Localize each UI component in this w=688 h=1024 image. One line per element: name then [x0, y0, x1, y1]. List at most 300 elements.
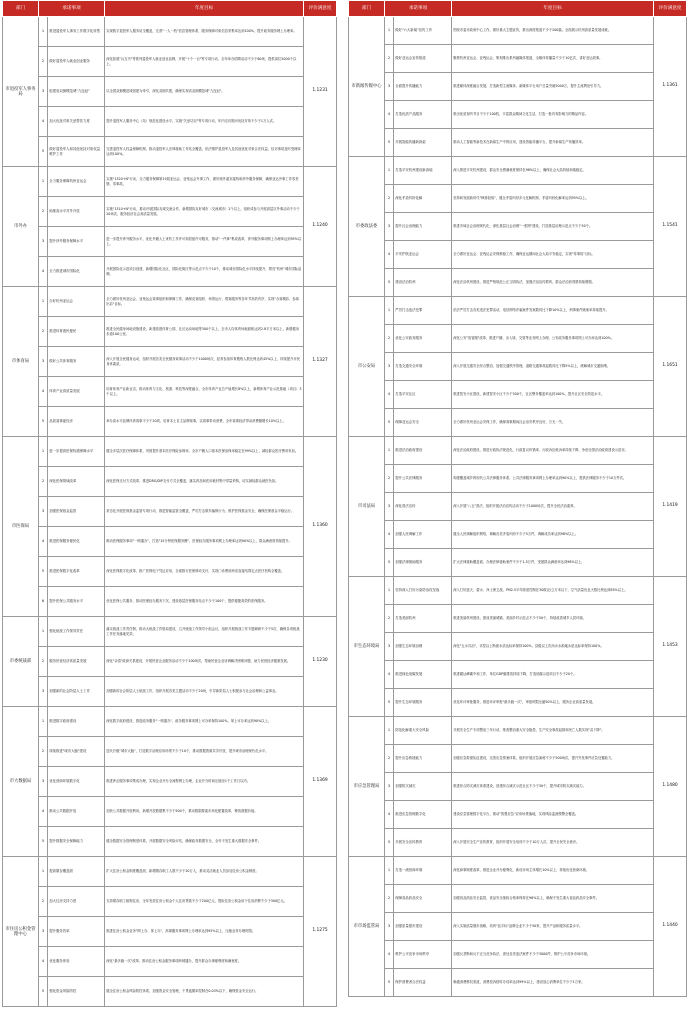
item-number: 5 [385, 549, 394, 577]
table-row [349, 577, 687, 605]
commitment-name: 打造平安杭州建设新高地 [394, 157, 452, 185]
department-cell: 市大数据局 [3, 707, 39, 857]
annual-goal: 坚持和发展新时代"枫桥经验"，健全矛盾纠纷多元化解机制，矛盾纠纷化解率达到95%以上。 [452, 185, 654, 213]
commitment-name: 强化统战工作领导责任 [48, 617, 105, 647]
item-number: 1 [39, 167, 48, 197]
satisfaction-score: 1.1275 [304, 857, 337, 1007]
department-cell: 市委统战部 [3, 617, 39, 707]
annual-goal: 加强新的社会阶层人士统战工作，组织开展各类主题活动不少于20场，引导新阶层人士积极参与社会治理和公益事业。 [105, 677, 304, 707]
satisfaction-score: 1.1440 [654, 857, 687, 997]
commitment-name: 防范化解重大安全风险 [394, 717, 452, 745]
satisfaction-score: 1.1240 [304, 167, 337, 287]
annual-goal: 实现数字退役军人服务站全覆盖，完善"一人一档"信息管理体系，服务保障对象信息采集率达到100%，提升政务服务网上办理率。 [105, 17, 304, 47]
annual-goal: 深入开展全民健身运动，组织开展各类全民健身赛事活动不少于1000场次，经常参加体育锻炼人数比例达到45%以上，持续提升市民身体素质。 [105, 347, 304, 377]
annual-goal: 推动人工智能等新技术在新闻生产中的应用，建设智能传播平台，提升新闻生产传播效率。 [452, 129, 654, 157]
item-number: 4 [39, 107, 48, 137]
annual-goal: 深化拓展"兵支书"等系列退役军人就业创业品牌，开展"十个一百"等专项行动，全年举办招聘活动不少于60场，提供岗位5000个以上。 [105, 47, 304, 77]
item-number: 3 [385, 353, 394, 381]
table-row [349, 969, 687, 997]
annual-goal: 进一步提升涉外服务水平，优化外籍人士来杭工作许可和居留许可服务，推动"一件事"集成改革，涉外服务事项网上办理率达到95%以上。 [105, 227, 304, 257]
commitment-name: 进一步提高医保待遇保障水平 [48, 437, 105, 467]
department-cell: 市司法局 [349, 437, 385, 577]
annual-goal: 举办高水平品牌体育赛事不少于20项，培育本土自主品牌赛事，以赛事带动消费，全年赛事经济带动消费额增长10%以上。 [105, 407, 304, 437]
commitment-name: 提升涉外服务保障水平 [48, 227, 105, 257]
table-row [349, 297, 687, 325]
commitment-name: 保障食品药品安全 [394, 885, 452, 913]
commitment-name: 开展安全宣传教育 [394, 829, 452, 857]
item-number: 4 [385, 801, 394, 829]
left-commitment-table [2, 0, 337, 1007]
table-row [349, 605, 687, 633]
annual-goal: 全力做好亚运会、亚残运会安保维稳工作，确保亚运期间社会大局平安稳定，实现"零事故"目标。 [452, 241, 654, 269]
table-row [3, 917, 337, 947]
commitment-name: 加大优抚对象关爱帮扶力度 [48, 107, 105, 137]
satisfaction-score: 1.1361 [654, 17, 687, 157]
annual-goal: 全力做好杭州亚运会安保工作，确保赛事期间社会治安秩序良好，万无一失。 [452, 409, 654, 437]
item-number: 3 [39, 227, 48, 257]
satisfaction-score: 1.1231 [304, 17, 337, 167]
commitment-name: 平安护航亚运会 [394, 241, 452, 269]
item-number: 3 [39, 497, 48, 527]
commitment-name: 做好公共体育服务 [48, 347, 105, 377]
table-row [3, 737, 337, 767]
commitment-name: 推进法治政府建设 [394, 437, 452, 465]
commitment-name: 深化矛盾纠纷化解 [394, 185, 452, 213]
satisfaction-score: 1.1651 [654, 297, 687, 437]
department-cell: 市医保局 [3, 437, 39, 617]
table-row [3, 617, 337, 647]
table-row [3, 527, 337, 557]
annual-goal: 围绕市委市政府中心工作，做好重大主题宣传，推出深度报道不少于200篇，全面展示杭州高质量发展成就。 [452, 17, 654, 45]
item-number: 4 [39, 527, 48, 557]
item-number: 5 [39, 977, 48, 1007]
annual-goal: 深化数字政府建设，推进政务服务"一网通办"，政务服务事项网上可办率保持100%，掌上可办率达到90%以上。 [105, 707, 304, 737]
annual-goal: 深化"亲清"政商关系建设，开展民营企业服务活动不少于100场次，帮助民营企业协调解决困难问题，助力民营经济健康发展。 [105, 647, 304, 677]
item-number: 4 [385, 941, 394, 969]
commitment-name: 助推高水平对外开放 [48, 197, 105, 227]
item-number: 2 [385, 465, 394, 493]
item-number: 2 [39, 647, 48, 677]
header-item: 承诺事项 [385, 1, 452, 17]
commitment-name: 打造一流营商环境 [394, 857, 452, 885]
table-row [3, 467, 337, 497]
item-number: 1 [385, 717, 394, 745]
satisfaction-score: 1.1230 [304, 617, 337, 707]
annual-goal: 深入开展交通安全综合整治，加强交通秩序管理，道路交通事故起数同比下降5%以上，缓解城市交通拥堵。 [452, 353, 654, 381]
annual-goal: 推动医保服务事项"一网通办"，打造"15分钟医保服务圈"，医保经办服务事项网上办理率达到90%以上，群众满意度持续提升。 [105, 527, 304, 557]
item-number: 5 [39, 827, 48, 857]
commitment-name: 提高缴存覆盖面 [48, 857, 105, 887]
item-number: 2 [385, 45, 394, 73]
table-row [349, 829, 687, 857]
department-cell: 市退役军人事务局 [3, 17, 39, 167]
item-number: 1 [39, 287, 48, 317]
annual-goal: 深入打好蓝天、碧水、净土保卫战，PM2.5平均浓度控制在30微克/立方米以下，空气质量优良天数比例达到85%以上。 [452, 577, 654, 605]
commitment-name: 保护消费者合法权益 [394, 969, 452, 997]
satisfaction-score: 1.1480 [654, 717, 687, 857]
annual-goal: 推进市域社会治理现代化，深化基层社会治理"一张网"建设，打造基层治理示范点不少于50个。 [452, 213, 654, 241]
department-cell: 市新闻传媒中心 [349, 17, 385, 157]
annual-goal: 迭代升级"城市大脑"，打造数字治理应用场景不少于10个，推动数据资源共享开放，提升城市治理现代化水平。 [105, 737, 304, 767]
commitment-name: 优化服务体验 [48, 947, 105, 977]
table-row [349, 857, 687, 885]
commitment-name: 提升服务效率 [48, 917, 105, 947]
table-row [3, 227, 337, 257]
commitment-name: 提升社会治理能力 [394, 213, 452, 241]
commitment-name: 建设法治杭州 [394, 269, 452, 297]
table-row [3, 677, 337, 707]
item-number: 3 [385, 493, 394, 521]
header-score: 评价满意度 [654, 1, 687, 17]
table-row [349, 493, 687, 521]
item-number: 2 [385, 605, 394, 633]
commitment-name: 提升生态环境服务 [394, 689, 452, 717]
annual-goal: 扩大法律援助覆盖面，办理法律援助案件不少于1.5万件，受援群众满意率达到98%以上。 [452, 549, 654, 577]
annual-goal: 建设应急管理数字化平台，推动"智慧应急"应用场景落地，实现风险监测预警全覆盖。 [452, 801, 654, 829]
table-row [3, 587, 337, 617]
commitment-name: 优化营商环境数字化 [48, 767, 105, 797]
annual-goal: 畅通消费维权渠道，消费投诉按时办结率达到99%以上，建设放心消费单位不少于1万家。 [452, 969, 654, 997]
item-number: 1 [385, 577, 394, 605]
annual-goal: 加强反垄断和反不正当竞争执法，查处各类违法案件不少于3000件，维护公平竞争市场环境。 [452, 941, 654, 969]
annual-goal: 实施"1310+N"行动，推动开展国际友城交流合作，新增国际友好城市（交流城市）2个以上，组织或参与开展高层次外事活动不少于20场次，服务经济社会高质量发展。 [105, 197, 304, 227]
table-row [349, 213, 687, 241]
commitment-name: 推进绿色低碳发展 [394, 661, 452, 689]
item-number: 2 [39, 317, 48, 347]
department-cell: 市市场监管局 [349, 857, 385, 997]
item-number: 5 [39, 557, 48, 587]
annual-goal: 以全国双拥模范城创建为牵引，深化双拥共建，确保实现省双拥模范城"九连冠"。 [105, 77, 304, 107]
item-number: 6 [39, 587, 48, 617]
table-row [349, 773, 687, 801]
annual-goal: 推出优质视听节目不少于100档，丰富群众精神文化生活，打造一批具有影响力的精品内容。 [452, 101, 654, 129]
annual-goal: 健全人民调解组织网络，调解各类矛盾纠纷不少于5万件，调解成功率达到98%以上。 [452, 521, 654, 549]
commitment-name: 做好退役军人和其他优抚对象权益维护工作 [48, 137, 105, 167]
table-row [3, 377, 337, 407]
annual-goal: 深化医保支付方式改革，推进DRG/DIP支付方式全覆盖，落实药品和医用耗材集中带量采购，切实减轻群众就医负担。 [105, 467, 304, 497]
table-row [3, 407, 337, 437]
commitment-name: 打造平安社区 [394, 381, 452, 409]
item-number: 3 [39, 347, 48, 377]
table-row [3, 347, 337, 377]
annual-goal: 推进美丽杭州建设，建成美丽城镇、美丽乡村示范点不少于50个，持续改善城乡人居环境。 [452, 605, 654, 633]
table-row [349, 381, 687, 409]
table-row [3, 857, 337, 887]
annual-goal: 扩大住房公积金制度覆盖面，新增缴存职工人数不少于20万人，推动灵活就业人员参加住房公积金制度。 [105, 857, 304, 887]
annual-goal: 健全多层次医疗保障体系，巩固提升基本医疗保险参保率，全市户籍人口基本医保参保率稳定在99%以上，减轻群众医疗费用负担。 [105, 437, 304, 467]
item-number: 2 [385, 325, 394, 353]
commitment-name: 推动公共数据开放 [48, 797, 105, 827]
table-row [349, 549, 687, 577]
commitment-name: 做好"六大新闻"宣传工作 [394, 17, 452, 45]
table-row [3, 887, 337, 917]
item-number: 1 [385, 857, 394, 885]
table-row [349, 745, 687, 773]
department-cell: 市外办 [3, 167, 39, 287]
commitment-name: 强化资金风险防控 [48, 977, 105, 1007]
right-commitment-table [348, 0, 687, 997]
commitment-name: 全面提升传播能力 [394, 73, 452, 101]
annual-goal: 推进全民健身场地设施建设，新建改建体育公园、社区运动场地等300个以上，全市人均体育场地面积达到2.8平方米以上，新增健身步道100公里。 [105, 317, 304, 347]
table-row [349, 269, 687, 297]
table-row [349, 241, 687, 269]
table-row [3, 797, 337, 827]
annual-goal: 推进碳达峰碳中和工作，单位GDP碳排放持续下降，打造低碳示范项目不少于20个。 [452, 661, 654, 689]
table-row [349, 521, 687, 549]
commitment-name: 坚持深入打好污染防治攻坚战 [394, 577, 452, 605]
annual-goal: 推进媒体深度融合发展，打造新型主流媒体，新媒体平台用户总量突破5000万，提升主流舆论引导力。 [452, 73, 654, 101]
header-goal: 年度目标 [105, 1, 304, 17]
annual-goal: 健全数据安全管理制度体系，开展数据安全风险评估，确保政务数据安全，全年不发生重大数据安全事件。 [105, 827, 304, 857]
item-number: 4 [385, 661, 394, 689]
item-number: 1 [39, 437, 48, 467]
item-number: 3 [385, 633, 394, 661]
item-number: 1 [385, 297, 394, 325]
annual-goal: 聚焦杭州亚运会、亚残运会，策划推出系列融媒体报道，全媒体传播量不少于10亿次，讲好亚运故事。 [452, 45, 654, 73]
commitment-name: 做好亚运会宣传报道 [394, 45, 452, 73]
annual-goal: 实施"1320+N"行动，全力服务保障第19届亚运会、亚残运会外事工作，做好境外嘉宾接待和涉外服务保障，确保亚运外事工作零差错、零事故。 [105, 167, 304, 197]
annual-goal: 推进智安小区建设，新建智安小区不少于300个，社区警务覆盖率达到100%，提升社区安全防范水平。 [452, 381, 654, 409]
annual-goal: 深入开展安全生产宣传教育，组织开展安全培训不少于10万人次，提升全民安全意识。 [452, 829, 654, 857]
item-number: 2 [39, 47, 48, 77]
commitment-name: 保障亚运会安全 [394, 409, 452, 437]
satisfaction-score: 1.1453 [654, 577, 687, 717]
item-number: 2 [39, 467, 48, 497]
commitment-name: 推进退役军人事务工作数字化转型 [48, 17, 105, 47]
annual-goal: 加强食品药品安全监管，食品安全抽检合格率保持在98%以上，确保不发生重大食品药品安全事件。 [452, 885, 654, 913]
commitment-name: 打造美丽杭州 [394, 605, 452, 633]
item-number: 1 [385, 157, 394, 185]
annual-goal: 开展安全生产专项整治三年行动，排查整治重大安全隐患，生产安全事故起数和死亡人数实现"双下降"。 [452, 717, 654, 745]
item-number: 5 [385, 829, 394, 857]
commitment-name: 优化公安政务服务 [394, 325, 452, 353]
table-row [349, 465, 687, 493]
table-row [3, 77, 337, 107]
commitment-name: 服务民营经济高质量发展 [48, 647, 105, 677]
table-row [3, 707, 337, 737]
annual-goal: 深入实施质量强市战略，培育"品字标"品牌企业不少于50家，提升产品和服务质量水平。 [452, 913, 654, 941]
table-row [349, 941, 687, 969]
commitment-name: 办好杭州亚运会 [48, 287, 105, 317]
commitment-name: 加强生态环境治理 [394, 633, 452, 661]
table-row [349, 17, 687, 45]
annual-goal: 深入推进平安杭州建设，群众安全感满意度保持在98%以上，确保社会大局持续和谐稳定。 [452, 157, 654, 185]
annual-goal: 提升退役军人服务中心（站）规范化建设水平，实施"关爱功臣"等专项行动，年内走访慰问优抚对象不少于1万人次。 [105, 107, 304, 137]
item-number: 2 [385, 885, 394, 913]
table-row [349, 661, 687, 689]
item-number: 5 [385, 269, 394, 297]
commitment-name: 推进数字政府建设 [48, 707, 105, 737]
annual-goal: 培育体育产业新业态，推动体育与文化、旅游、科技等深度融合，全市体育产业总产值增长8%以上，新增体育产业示范基地（项目）3个以上。 [105, 377, 304, 407]
annual-goal: 深化公安"放管服"改革，推进户籍、出入境、交管等业务网上办理，公安政务服务事项网上可办率达到100%。 [452, 325, 654, 353]
annual-goal: 落实统战工作责任制，推动大统战工作格局建设，召开统战工作领导小组会议，组织开展统战工作专题调研不少于5次，确保各项统战工作任务落地见效。 [105, 617, 304, 647]
header-score: 评价满意度 [304, 1, 337, 17]
annual-goal: 支持缴存职工租购住房，全年发放住房公积金个人住房贷款不少于200亿元，提取住房公积金用于住房消费不少于300亿元。 [105, 887, 304, 917]
annual-goal: 深化法治政府建设，推进行政执法规范化，行政复议纠错率、行政诉讼败诉率持续下降，争创全国法治政府建设示范市。 [452, 437, 654, 465]
item-number: 2 [385, 185, 394, 213]
item-number: 2 [39, 197, 48, 227]
commitment-name: 品质赛事促经济 [48, 407, 105, 437]
commitment-name: 持续推进"城市大脑"建设 [48, 737, 105, 767]
item-number: 1 [385, 17, 394, 45]
table-row [3, 257, 337, 287]
department-cell: 市公安局 [349, 297, 385, 437]
satisfaction-score: 1.1369 [304, 707, 337, 857]
annual-goal: 深入开展"八五"普法，组织开展法治宣传活动不少于1000场次，提升全民法治素养。 [452, 493, 654, 521]
commitment-name: 严厉打击违法犯罪 [394, 297, 452, 325]
annual-goal: 深化医保数字化改革，推广医保电子凭证应用，全面推行医保移动支付，实现门诊费用跨省直接结算定点医疗机构全覆盖。 [105, 557, 304, 587]
table-row [3, 557, 337, 587]
commitment-name: 加强人民调解工作 [394, 521, 452, 549]
table-row [3, 947, 337, 977]
annual-goal: 健全住房公积金风险防控体系，加强资金安全管理，个贷逾期率控制在0.03%以下，确保资金安全运行。 [105, 977, 304, 1007]
commitment-name: 做好退役军人就业创业服务 [48, 47, 105, 77]
table-row [3, 107, 337, 137]
commitment-name: 提升医保公共服务水平 [48, 587, 105, 617]
annual-goal: 深化商事制度改革，推进企业开办便利化，新设市场主体增长10%以上，持续优化营商环境。 [452, 857, 654, 885]
item-number: 3 [39, 77, 48, 107]
header-item: 承诺事项 [39, 1, 105, 17]
commitment-name: 打造交通安全环境 [394, 353, 452, 381]
table-row [3, 47, 337, 77]
table-row [349, 73, 687, 101]
annual-goal: 深化"五水共治"，市控以上断面水质达标率保持100%，县级以上饮用水水源地水质达标率保持100%。 [452, 633, 654, 661]
table-row [3, 827, 337, 857]
commitment-name: 体育产业高质量发展 [48, 377, 105, 407]
table-row [3, 17, 337, 47]
item-number: 5 [385, 409, 394, 437]
item-number: 1 [39, 707, 48, 737]
commitment-name: 推进医保服务便民化 [48, 527, 105, 557]
table-row [3, 647, 337, 677]
annual-goal: 开展国际化示范项目创建，新增国际化社区、国际化街区等示范点不少于10个，推动城市国际化水平持续提升，擦亮"杭州"城市国际品牌。 [105, 257, 304, 287]
commitment-name: 维护公平竞争市场秩序 [394, 941, 452, 969]
table-row [349, 717, 687, 745]
item-number: 4 [39, 797, 48, 827]
table-row [349, 157, 687, 185]
item-number: 4 [385, 241, 394, 269]
commitment-name: 打造优质产品服务 [394, 101, 452, 129]
satisfaction-score: 1.1360 [304, 437, 337, 617]
item-number: 5 [385, 689, 394, 717]
department-cell: 市体育局 [3, 287, 39, 437]
commitment-name: 推进医保数字化改革 [48, 557, 105, 587]
table-row [3, 137, 337, 167]
annual-goal: 深化"最多跑一次"改革，推动住房公积金服务事项跨城通办，提升群众办事便利度和满意度。 [105, 947, 304, 977]
table-row [349, 101, 687, 129]
annual-goal: 推进涉企服务事项集成办理，实现企业开办全流程网上办理，企业开办时间压缩至1个工作日以内。 [105, 767, 304, 797]
item-number: 5 [385, 969, 394, 997]
item-number: 3 [39, 767, 48, 797]
commitment-name: 深化医保领域改革 [48, 467, 105, 497]
table-row [3, 977, 337, 1007]
annual-goal: 优化医保公共服务，推动医保经办服务下沉，建设基层医保服务站点不少于100个，提供便捷高效的医保服务。 [105, 587, 304, 617]
header-dept: 部门 [3, 1, 39, 17]
item-number: 3 [39, 917, 48, 947]
annual-goal: 推进综合防灾减灾体系建设，创建综合减灾示范社区不少于30个，提升城市防灾减灾能力。 [452, 773, 654, 801]
item-number: 1 [39, 17, 48, 47]
item-number: 4 [385, 521, 394, 549]
table-row [349, 633, 687, 661]
satisfaction-score: 1.1419 [654, 437, 687, 577]
department-cell: 市生态环境局 [349, 577, 385, 717]
department-cell: 市应急管理局 [349, 717, 385, 857]
item-number: 4 [39, 257, 48, 287]
table-row [349, 801, 687, 829]
table-row [349, 325, 687, 353]
table-row [3, 317, 337, 347]
item-number: 1 [385, 437, 394, 465]
commitment-name: 加强防灾减灾 [394, 773, 452, 801]
table-row [3, 437, 337, 467]
annual-goal: 完善退役军人权益保障机制，推动退役军人法律援助工作站全覆盖，依法维护退役军人及其他优抚对象合法权益，信访事项及时受理率达到100%。 [105, 137, 304, 167]
table-row [349, 129, 687, 157]
table-row [3, 197, 337, 227]
item-number: 3 [39, 677, 48, 707]
item-number: 4 [39, 947, 48, 977]
commitment-name: 开展智能传播新探索 [394, 129, 452, 157]
commitment-name: 推进体育惠民便民 [48, 317, 105, 347]
annual-goal: 全力做好杭州亚运会、亚残运会赛事组织和保障工作，确保竞赛组织、场馆运行、观赛服务等各环节高效有序，实现"办赛精彩、参赛出彩"目标。 [105, 287, 304, 317]
satisfaction-score: 1.1541 [654, 157, 687, 297]
commitment-name: 提升数据安全保障能力 [48, 827, 105, 857]
item-number: 3 [385, 213, 394, 241]
table-row [349, 689, 687, 717]
table-row [3, 767, 337, 797]
table-row [349, 409, 687, 437]
commitment-name: 加强法律援助服务 [394, 549, 452, 577]
table-row [349, 353, 687, 381]
item-number: 3 [385, 773, 394, 801]
item-number: 5 [39, 407, 48, 437]
commitment-name: 深化普法宣传 [394, 493, 452, 521]
commitment-name: 加强质量强市建设 [394, 913, 452, 941]
item-number: 1 [39, 617, 48, 647]
table-row [349, 185, 687, 213]
department-cell: 市住房公积金管理中心 [3, 857, 39, 1007]
commitment-name: 提升公共法律服务 [394, 465, 452, 493]
table-row [3, 287, 337, 317]
commitment-name: 全力推进城市国际化 [48, 257, 105, 287]
item-number: 1 [39, 857, 48, 887]
commitment-name: 全力服务保障杭州亚运会 [48, 167, 105, 197]
item-number: 4 [385, 101, 394, 129]
table-row [3, 167, 337, 197]
table-row [349, 45, 687, 73]
commitment-name: 加强医保基金监管 [48, 497, 105, 527]
item-number: 3 [385, 913, 394, 941]
table-row [3, 497, 337, 527]
item-number: 5 [385, 129, 394, 157]
commitment-name: 组建省双拥模范城"九连冠" [48, 77, 105, 107]
annual-goal: 依法严厉打击各类违法犯罪活动，电信网络诈骗案件发案数同比下降10%以上，刑事案件破案率持续提升。 [452, 297, 654, 325]
item-number: 4 [39, 377, 48, 407]
department-cell: 市委政法委 [349, 157, 385, 297]
commitment-name: 推进应急管理数字化 [394, 801, 452, 829]
table-row [349, 885, 687, 913]
item-number: 2 [39, 887, 48, 917]
item-number: 2 [385, 745, 394, 773]
commitment-name: 提升应急救援能力 [394, 745, 452, 773]
annual-goal: 常态化开展医保基金监管专项行动，推进智能监管全覆盖，严厉打击欺诈骗保行为，维护医保基金安全，确保医保基金平稳运行。 [105, 497, 304, 527]
annual-goal: 加快公共数据开放利用，新增开放数据集不少于500个，推动数据要素市场化配置改革，释放数据价值。 [105, 797, 304, 827]
satisfaction-score: 1.1327 [304, 287, 337, 437]
header-goal: 年度目标 [452, 1, 654, 17]
item-number: 4 [385, 381, 394, 409]
table-row [349, 913, 687, 941]
annual-goal: 推进住房公积金业务"网上办、掌上办"，高频服务事项网上办理率达到95%以上，压缩业务办理时限。 [105, 917, 304, 947]
header-dept: 部门 [349, 1, 385, 17]
